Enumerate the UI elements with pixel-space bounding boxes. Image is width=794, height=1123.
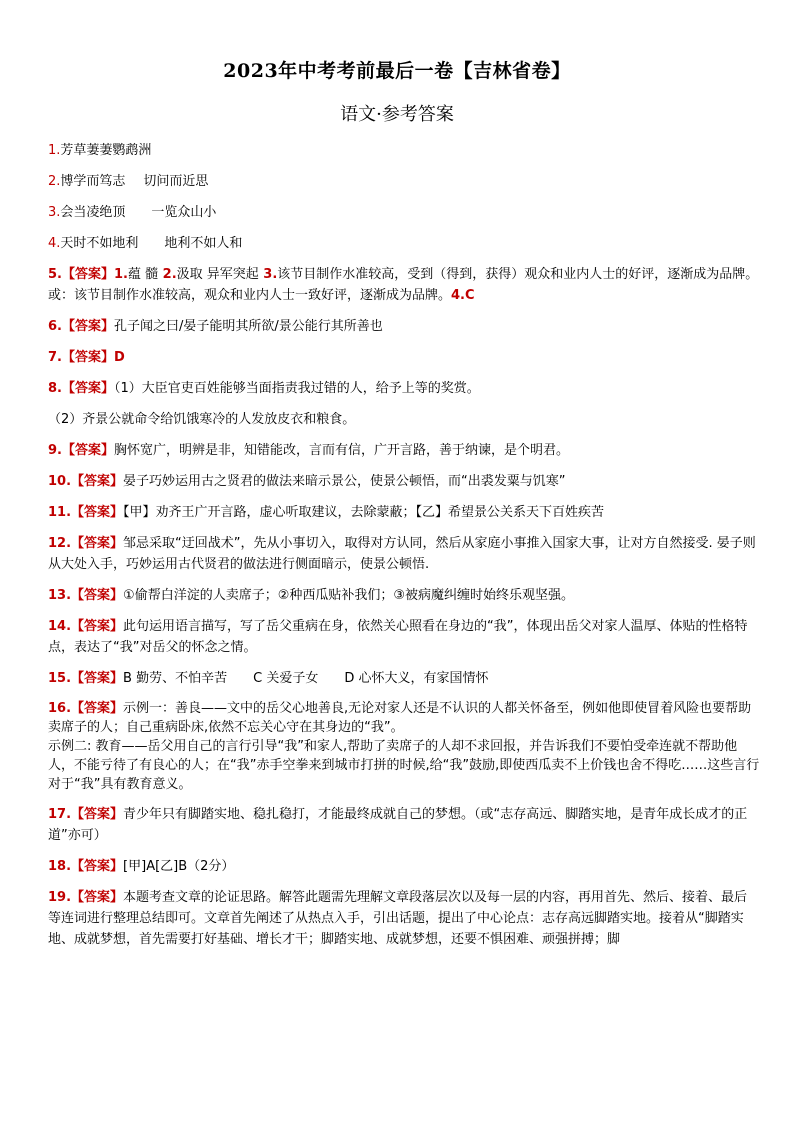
answer-1: 1.芳草萋萋鹦鹉洲	[48, 143, 152, 158]
answer-5: 5.【答案】1.蕴 髓 2.汲取 异军突起 3.该节目制作水准较高，受到（得到，获得）观众和业内人士的好评，逐渐成为品牌。或：该节目制作水准较高，观众和业内人士一致好评，逐渐成为品牌。4.C	[48, 267, 759, 303]
answer-19: 19.【答案】本题考查文章的论证思路。解答此题需先理解文章段落层次以及每一层的内容，再用首先、然后、接着、最后等连词进行整理总结即可。文章首先阐述了从热点入手，引出话题，提出了中心论点：志存高远脚踏实地。接着从“脚踏实地、成就梦想，首先需要打好基础、增长才干；脚踏实地、成就梦想，还要不惧困难、顽强拼搏；脚	[48, 890, 748, 947]
answer-12: 12.【答案】邹忌采取“迂回战术”，先从小事切入，取得对方认同，然后从家庭小事推入国家大事，让对方自然接受. 晏子则从大处入手，巧妙运用古代贤君的做法进行侧面暗示，使景公顿悟.	[48, 536, 756, 572]
answer-2: 2.博学而笃志 切问而近思	[48, 174, 209, 189]
page-subtitle: 语文·参考答案	[340, 104, 454, 125]
answer-9: 9.【答案】胸怀宽广，明辨是非，知错能改，言而有信，广开言路，善于纳谏，是个明君。	[48, 443, 570, 458]
answer-6: 6.【答案】孔子闻之曰/晏子能明其所欲/景公能行其所善也	[48, 319, 383, 334]
answer-16: 16.【答案】示例一：善良——文中的岳父心地善良,无论对家人还是不认识的人都关怀备至，例如他即使冒着风险也要帮助卖席子的人；自己重病卧床,依然不忘关心守在其身边的“我”。 示例二: 教育——岳父用自己的言行引导“我”和家人,帮助了卖席子的人却不求回报，并告诉我们不要怕受牵连就不帮助他人，不能亏待了有良心的人；在“我”赤手空拳来到城市打拼的时候,给“我”鼓励,即使西瓜卖不上价钱也舍不得吃……这些言行对于“我”具有教育意义。	[48, 701, 760, 792]
page-title: 2023年中考考前最后一卷【吉林省卷】	[223, 60, 571, 82]
answer-7: 7.【答案】D	[48, 350, 125, 365]
answer-8-part2: （2）齐景公就命令给饥饿寒冷的人发放皮衣和粮食。	[48, 412, 356, 427]
answer-15: 15.【答案】B 勤劳、不怕辛苦 C 关爱子女 D 心怀大义，有家国情怀	[48, 671, 489, 686]
answer-10: 10.【答案】晏子巧妙运用古之贤君的做法来暗示景公，使景公顿悟，而“出裘发粟与饥寒”	[48, 474, 566, 489]
answer-8: 8.【答案】（1）大臣官吏百姓能够当面指责我过错的人，给予上等的奖赏。	[48, 381, 480, 396]
answer-list	[48, 140, 760, 960]
answer-11: 11.【答案】【甲】劝齐王广开言路，虚心听取建议，去除蒙蔽；【乙】希望景公关系天下百姓疾苦	[48, 505, 605, 520]
answer-18: 18.【答案】[甲]A[乙]B（2分）	[48, 859, 235, 874]
answer-13: 13.【答案】①偷帮白洋淀的人卖席子；②种西瓜贴补我们；③被病魔纠缠时始终乐观坚强。	[48, 588, 575, 603]
answer-4: 4.天时不如地利 地利不如人和	[48, 236, 243, 251]
answer-14: 14.【答案】此句运用语言描写，写了岳父重病在身，依然关心照看在身边的“我”，体现出岳父对家人温厚、体贴的性格特点，表达了“我”对岳父的怀念之情。	[48, 619, 748, 655]
answer-17: 17.【答案】青少年只有脚踏实地、稳扎稳打，才能最终成就自己的梦想。（或“志存高远、脚踏实地，是青年成长成才的正道”亦可）	[48, 807, 748, 843]
answer-3: 3.会当凌绝顶 一览众山小	[48, 205, 217, 220]
